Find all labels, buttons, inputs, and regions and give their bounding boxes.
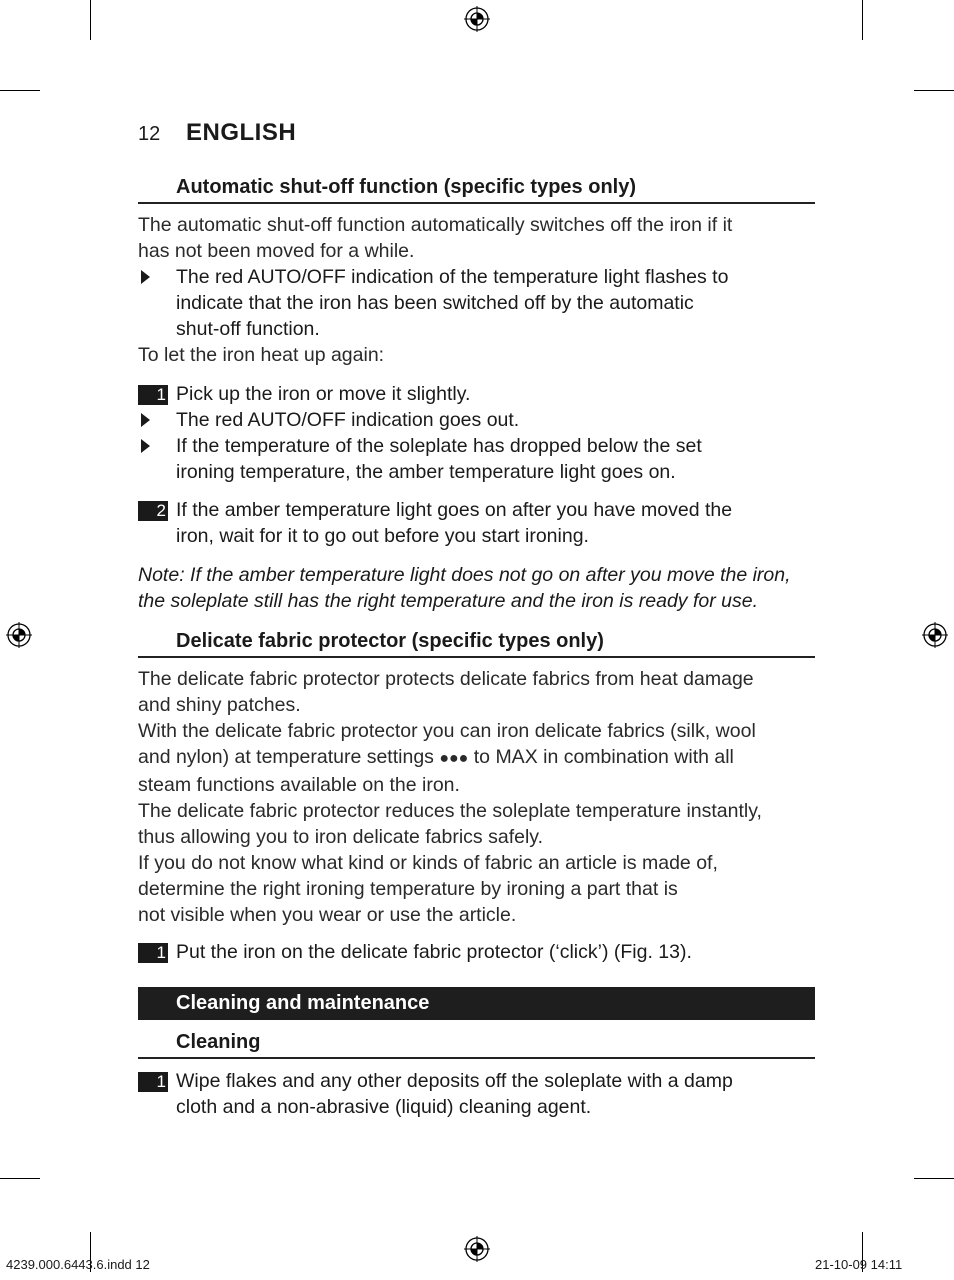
paragraph-intro xyxy=(138,212,818,264)
crop-mark xyxy=(862,0,863,40)
crop-mark xyxy=(0,90,40,91)
registration-mark-icon xyxy=(6,622,32,648)
step-number: 1 xyxy=(138,943,168,963)
text-line: steam functions available on the iron. xyxy=(138,774,460,796)
section-heading-text: Automatic shut-off function (specific types only) xyxy=(176,176,637,198)
text-line: the soleplate still has the right temperature and the iron is ready for use. xyxy=(138,590,759,612)
text-line: thus allowing you to iron delicate fabrics safely. xyxy=(138,826,544,848)
step-item xyxy=(138,1068,818,1120)
text-line: If you do not know what kind or kinds of fabric an article is made of, xyxy=(138,852,718,874)
text-line: and shiny patches. xyxy=(138,694,301,716)
text-line: indicate that the iron has been switched off by the automatic xyxy=(176,292,694,314)
step-item xyxy=(138,939,818,965)
section-heading-text: Cleaning and maintenance xyxy=(176,992,430,1014)
text-fragment: to MAX in combination with all xyxy=(468,746,734,768)
arrow-bullet-icon xyxy=(139,433,153,459)
step-text: Put the iron on the delicate fabric protector (‘click’) (Fig. 13). xyxy=(176,941,692,963)
text-line: If the amber temperature light goes on after you have moved the xyxy=(176,499,733,521)
text-line: determine the right ironing temperature by ironing a part that is xyxy=(138,878,678,900)
section-heading-delicate xyxy=(138,626,815,658)
note xyxy=(138,562,818,614)
text-line: If the temperature of the soleplate has dropped below the set xyxy=(176,435,702,457)
step-number: 1 xyxy=(138,385,168,405)
text-line: The automatic shut-off function automatically switches off the iron if it xyxy=(138,214,733,236)
paragraph-reheat: To let the iron heat up again: xyxy=(138,344,385,366)
text-line: Wipe flakes and any other deposits off the soleplate with a damp xyxy=(176,1070,733,1092)
text-line: not visible when you wear or use the article. xyxy=(138,904,517,926)
registration-mark-icon xyxy=(922,622,948,648)
step-item xyxy=(138,381,818,407)
text-line: With the delicate fabric protector you can iron delicate fabrics (silk, wool xyxy=(138,720,756,742)
step-item xyxy=(138,497,818,549)
arrow-bullet-icon xyxy=(139,407,153,433)
bullet-item xyxy=(138,407,818,433)
text-line: The red AUTO/OFF indication goes out. xyxy=(176,409,520,431)
arrow-bullet-icon xyxy=(139,264,153,290)
text-line: ironing temperature, the amber temperature light goes on. xyxy=(176,461,676,483)
paragraph-delicate xyxy=(138,666,818,928)
registration-mark-icon xyxy=(464,1236,490,1262)
text-line: has not been moved for a while. xyxy=(138,240,415,262)
step-number: 2 xyxy=(138,501,168,521)
text-line: cloth and a non-abrasive (liquid) cleaning agent. xyxy=(176,1096,592,1118)
text-line: The delicate fabric protector protects delicate fabrics from heat damage xyxy=(138,668,754,690)
subsection-heading-cleaning xyxy=(138,1027,815,1059)
text-line: shut-off function. xyxy=(176,318,320,340)
page-number: 12 xyxy=(138,123,161,145)
bullet-item xyxy=(138,433,818,485)
section-heading-cleaning-maintenance xyxy=(138,987,815,1020)
crop-mark xyxy=(90,0,91,40)
crop-mark xyxy=(914,1178,954,1179)
text-fragment: and nylon) at temperature settings xyxy=(138,746,440,768)
footer-date: 21-10-09 14:11 xyxy=(815,1257,903,1272)
section-heading-text: Delicate fabric protector (specific types only) xyxy=(176,630,604,652)
footer-file-info: 4239.000.6443.6.indd 12 xyxy=(6,1257,150,1272)
bullet-item xyxy=(138,264,818,342)
registration-mark-icon xyxy=(464,6,490,32)
text-line: iron, wait for it to go out before you start ironing. xyxy=(176,525,589,547)
step-text: Pick up the iron or move it slightly. xyxy=(176,383,471,405)
temperature-dots-icon: ●●● xyxy=(439,750,469,767)
text-line: The delicate fabric protector reduces the soleplate temperature instantly, xyxy=(138,800,762,822)
step-number: 1 xyxy=(138,1072,168,1092)
text-line xyxy=(138,744,818,772)
crop-mark xyxy=(0,1178,40,1179)
text-line: Note: If the amber temperature light does not go on after you move the iron, xyxy=(138,564,791,586)
section-heading-auto-shutoff xyxy=(138,172,815,204)
crop-mark xyxy=(914,90,954,91)
page-title: ENGLISH xyxy=(186,119,297,146)
subsection-heading-text: Cleaning xyxy=(176,1031,261,1053)
text-line: The red AUTO/OFF indication of the temperature light flashes to xyxy=(176,266,729,288)
